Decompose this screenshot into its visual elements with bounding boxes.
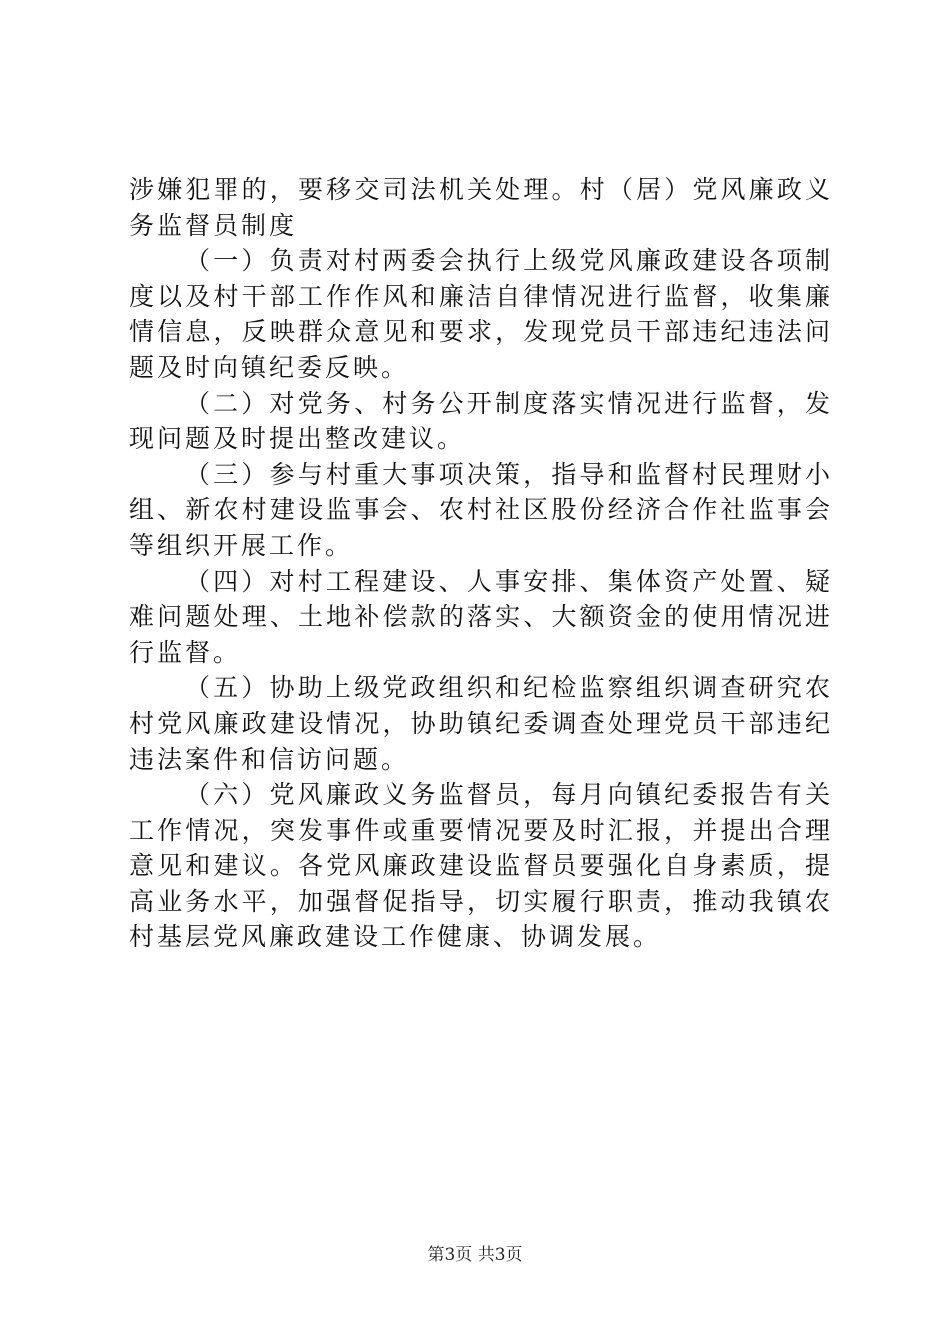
paragraph-continuation: 涉嫌犯罪的，要移交司法机关处理。村（居）党风廉政义务监督员制度	[129, 175, 833, 240]
document-body	[129, 172, 833, 955]
paragraph-item-4: （四）对村工程建设、人事安排、集体资产处置、疑难问题处理、土地补偿款的落实、大额资金的使用情况进行监督。	[129, 566, 833, 667]
page-number-footer: 第3页 共3页	[427, 1245, 523, 1265]
paragraph-item-6: （六）党风廉政义务监督员，每月向镇纪委报告有关工作情况，突发事件或重要情况要及时汇报，并提出合理意见和建议。各党风廉政建设监督员要强化自身素质，提高业务水平，加强督促指导，切实履行职责，推动我镇农村基层党风廉政建设工作健康、协调发展。	[129, 780, 833, 952]
paragraph-item-1: （一）负责对村两委会执行上级党风廉政建设各项制度以及村干部工作作风和廉洁自律情况进行监督，收集廉情信息，反映群众意见和要求，发现党员干部违纪违法问题及时向镇纪委反映。	[129, 246, 833, 382]
paragraph-item-3: （三）参与村重大事项决策，指导和监督村民理财小组、新农村建设监事会、农村社区股份经济合作社监事会等组织开展工作。	[129, 459, 833, 560]
paragraph-item-2: （二）对党务、村务公开制度落实情况进行监督，发现问题及时提出整改建议。	[129, 388, 833, 454]
paragraph-item-5: （五）协助上级党政组织和纪检监察组织调查研究农村党风廉政建设情况，协助镇纪委调查处理党员干部违纪违法案件和信访问题。	[129, 673, 833, 774]
